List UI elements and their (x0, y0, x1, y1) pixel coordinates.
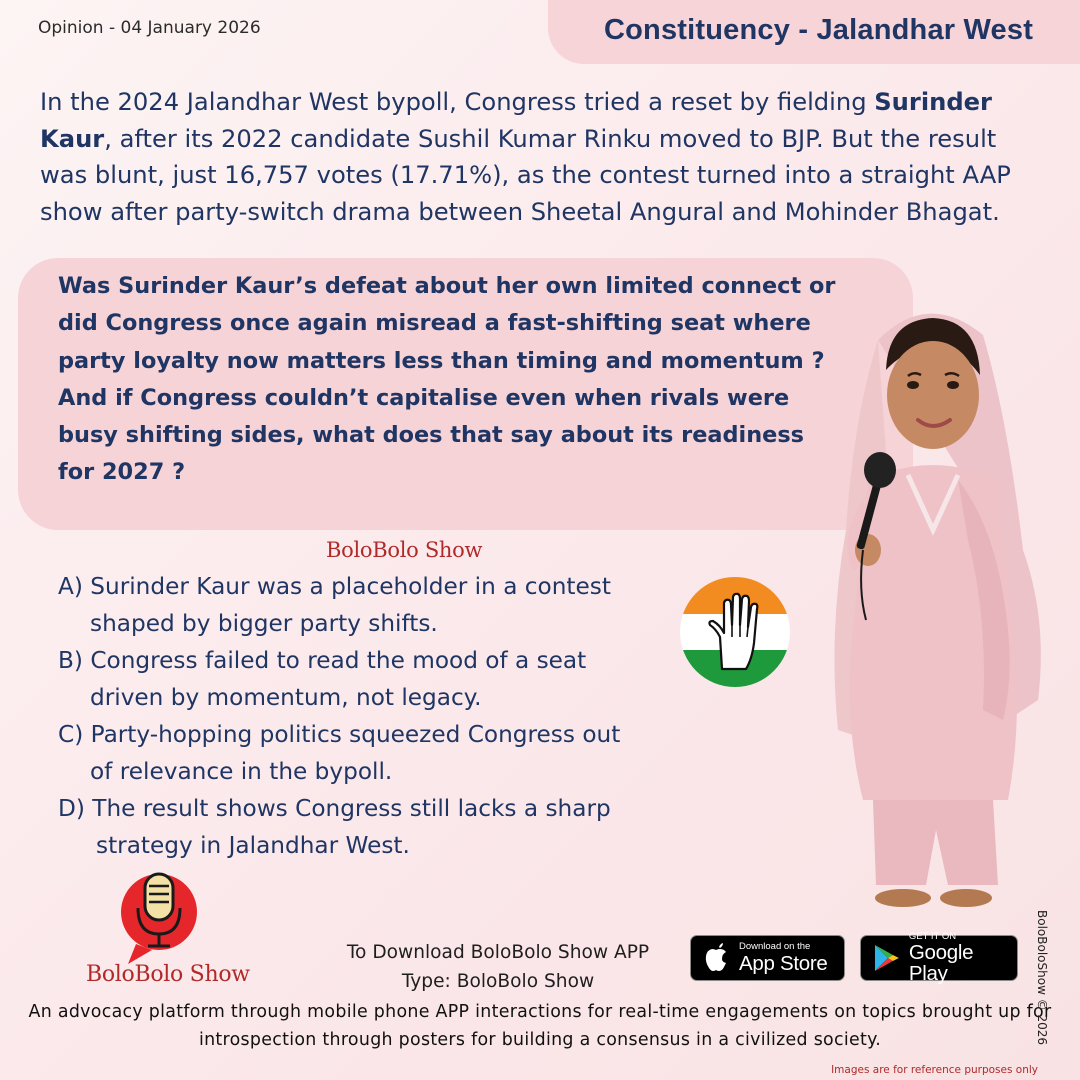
option-c[interactable]: C) Party-hopping politics squeezed Congress out of relevance in the bypoll. (58, 721, 621, 785)
option-b[interactable]: B) Congress failed to read the mood of a seat driven by momentum, not legacy. (58, 647, 587, 711)
question-text: Was Surinder Kaur’s defeat about her own limited connect or did Congress once again misread a fast-shifting seat where party loyalty now matters less than timing and momentum ? And if Congress couldn’t capitalise even when rivals were busy shifting sides, what does that say about its readiness for 2027 ? (58, 273, 836, 486)
image-disclaimer: Images are for reference purposes only (831, 1064, 1038, 1076)
candidate-name: Surinder Kaur (40, 88, 992, 153)
candidate-illustration (808, 300, 1058, 920)
option-d[interactable]: D) The result shows Congress still lacks a sharp strategy in Jalandhar West. (58, 795, 611, 859)
google-play-button[interactable]: GET IT ON Google Play (860, 935, 1018, 981)
intro-paragraph: In the 2024 Jalandhar West bypoll, Congress tried a reset by fielding Surinder Kaur, after its 2022 candidate Sushil Kumar Rinku moved to BJP. But the result was blunt, just 16,757 votes (17.71%), as the contest turned into a straight AAP show after party-switch drama between Sheetal Angural and Mohinder Bhagat. (40, 88, 1011, 226)
poll-options (58, 568, 698, 864)
app-store-button[interactable]: Download on the App Store (690, 935, 845, 981)
download-instructions: To Download BoloBolo Show APP Type: BoloBolo Show (346, 942, 650, 992)
constituency-title: Constituency - Jalandhar West (604, 14, 1034, 46)
footer-description: An advocacy platform through mobile phone APP interactions for real-time engagements on topics brought up for introspection through posters for building a consensus in a civilized society. (28, 1002, 1052, 1050)
apple-icon (699, 941, 733, 975)
option-a[interactable]: A) Surinder Kaur was a placeholder in a contest shaped by bigger party shifts. (58, 573, 611, 637)
date-label: Opinion - 04 January 2026 (38, 18, 261, 38)
bolobolo-mic-logo-icon (118, 868, 200, 968)
congress-hand-logo-icon (680, 577, 790, 687)
brand-watermark: BoloBolo Show (326, 538, 483, 562)
brand-logo-text: BoloBolo Show (86, 962, 250, 987)
google-play-icon (869, 941, 903, 975)
copyright-notice: BoloBoloShow © 2026 (1035, 910, 1049, 1046)
